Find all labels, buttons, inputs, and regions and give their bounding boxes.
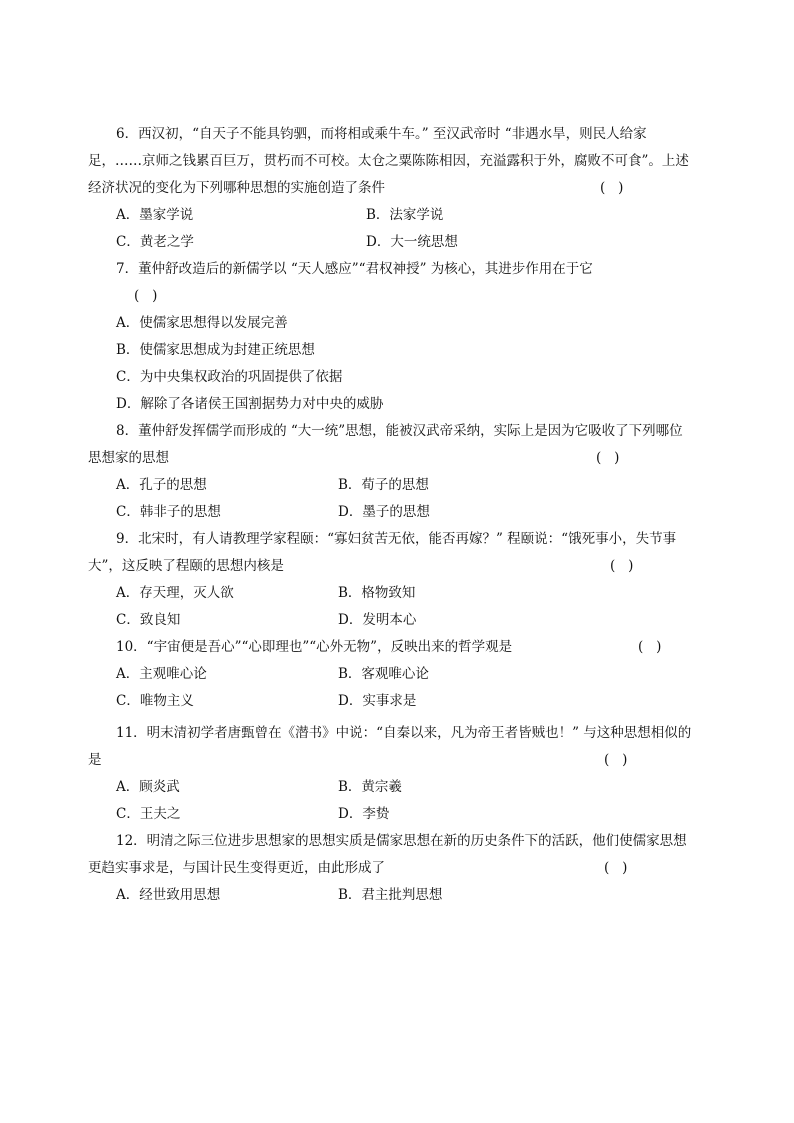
- question-6-option-c: C．黄老之学: [116, 234, 194, 250]
- question-9-line-1: 9．北宋时，有人请教理学家程颐：“寡妇贫苦无依，能否再嫁？” 程颐说：“饿死事小，失节事: [116, 531, 677, 547]
- question-7-option-d: D．解除了各诸侯王国割据势力对中央的威胁: [116, 396, 384, 412]
- question-12-line-2: 更趋实事求是，与国计民生变得更近，由此形成了: [88, 860, 385, 876]
- question-9-option-b: B．格物致知: [338, 585, 416, 601]
- question-6-line-3: 经济状况的变化为下列哪种思想的实施创造了条件: [88, 180, 385, 196]
- question-9-option-d: D．发明本心: [338, 612, 417, 628]
- question-11-line-2: 是: [88, 752, 102, 768]
- question-11-option-d: D．李贽: [338, 806, 390, 822]
- question-10-option-a: A．主观唯心论: [116, 666, 207, 682]
- question-6-option-b: B．法家学说: [366, 207, 444, 223]
- question-11-option-a: A．顾炎武: [116, 779, 180, 795]
- question-7-line-1: 7．董仲舒改造后的新儒学以 “天人感应”“君权神授” 为核心，其进步作用在于它: [116, 261, 593, 277]
- question-7-answer-paren: ( ): [134, 288, 158, 304]
- question-10-answer-paren: ( ): [638, 639, 662, 655]
- question-6-option-a: A．墨家学说: [116, 207, 194, 223]
- question-10-line-1: 10．“宇宙便是吾心”“心即理也”“心外无物”，反映出来的哲学观是: [116, 639, 513, 655]
- question-6-option-d: D．大一统思想: [366, 234, 458, 250]
- question-6-answer-paren: ( ): [600, 180, 624, 196]
- question-6-line-1: 6．西汉初，“自天子不能具钧驷，而将相或乘牛车。” 至汉武帝时 “非遇水旱，则民人给家: [116, 126, 647, 142]
- question-9-option-c: C．致良知: [116, 612, 181, 628]
- question-8-option-a: A．孔子的思想: [116, 477, 207, 493]
- question-8-option-b: B．荀子的思想: [338, 477, 429, 493]
- question-7-option-c: C．为中央集权政治的巩固提供了依据: [116, 369, 343, 385]
- question-10-option-d: D．实事求是: [338, 693, 417, 709]
- question-8-answer-paren: ( ): [596, 450, 620, 466]
- question-12-option-a: A．经世致用思想: [116, 887, 221, 903]
- question-9-line-2: 大”，这反映了程颐的思想内核是: [88, 558, 284, 574]
- question-10-option-b: B．客观唯心论: [338, 666, 429, 682]
- question-11-answer-paren: ( ): [604, 752, 628, 768]
- question-7-option-b: B．使儒家思想成为封建正统思想: [116, 342, 315, 358]
- question-6-line-2: 足，……京师之钱累百巨万，贯朽而不可校。太仓之粟陈陈相因，充溢露积于外，腐败不可食”。上述: [88, 153, 689, 169]
- question-11-option-b: B．黄宗羲: [338, 779, 402, 795]
- question-12-option-b: B．君主批判思想: [338, 887, 443, 903]
- question-8-option-d: D．墨子的思想: [338, 504, 430, 520]
- question-8-option-c: C．韩非子的思想: [116, 504, 221, 520]
- question-8-line-1: 8．董仲舒发挥儒学而形成的 “大一统”思想，能被汉武帝采纳，实际上是因为它吸收了下列哪位: [116, 423, 683, 439]
- question-7-option-a: A．使儒家思想得以发展完善: [116, 315, 288, 331]
- question-12-line-1: 12．明清之际三位进步思想家的思想实质是儒家思想在新的历史条件下的活跃，他们使儒家思想: [116, 833, 687, 849]
- question-9-answer-paren: ( ): [610, 558, 634, 574]
- question-12-answer-paren: ( ): [604, 860, 628, 876]
- question-11-option-c: C．王夫之: [116, 806, 181, 822]
- question-10-option-c: C．唯物主义: [116, 693, 194, 709]
- question-11-line-1: 11．明末清初学者唐甄曾在《潜书》中说：“自秦以来，凡为帝王者皆贼也！” 与这种思想相似的: [116, 725, 692, 741]
- question-9-option-a: A．存天理，灭人欲: [116, 585, 234, 601]
- question-8-line-2: 思想家的思想: [88, 450, 169, 466]
